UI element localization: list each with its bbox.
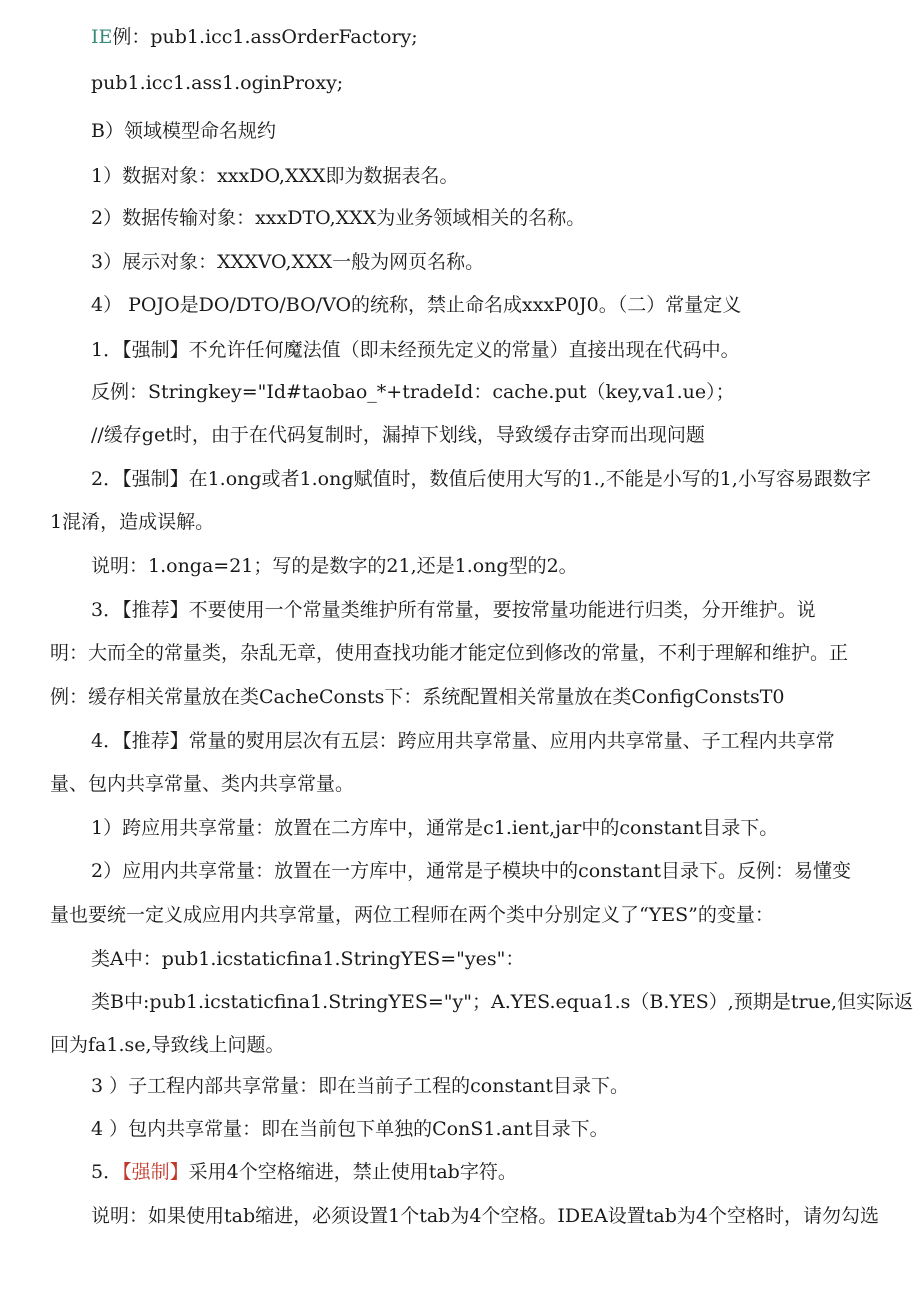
text-line: 1）跨应用共享常量：放置在二方库中，通常是c1.ient,jar中的constant目录下。 — [91, 817, 779, 839]
line-prefix: IE — [91, 26, 113, 48]
text-line: 类A中：pub1.icstaticfina1.StringYES="yes"： — [91, 948, 525, 970]
text-line: 1）数据对象：xxxDO,XXX即为数据表名。 — [91, 165, 459, 187]
rule-number: 5． — [91, 1161, 123, 1183]
text-line: 例：缓存相关常量放在类CacheConsts下：系统配置相关常量放在类ConfigConstsT0 — [50, 686, 785, 708]
rule-heading: 2．【强制】在1.ong或者1.ong赋值时，数值后使用大写的1.,不能是小写的1,小写容易跟数字 — [91, 468, 871, 490]
text-line: 回为fa1.se,导致线上问题。 — [50, 1034, 285, 1056]
text-line: 类B中:pub1.icstaticfina1.StringYES="y"；A.YES.equa1.s（B.YES）,预期是true,但实际返 — [91, 991, 914, 1013]
text-line: 量、包内共享常量、类内共享常量。 — [50, 773, 355, 795]
text-line: 1混淆，造成误解。 — [50, 511, 215, 533]
text-line: 说明：如果使用tab缩进，必须设置1个tab为4个空格。IDEA设置tab为4个空格时，请勿勾选 — [91, 1205, 879, 1227]
line-rest: 采用4个空格缩进，禁止使用tab字符。 — [188, 1161, 517, 1183]
rule-heading: 1．【强制】不允许任何魔法值（即未经预先定义的常量）直接出现在代码中。 — [91, 339, 740, 361]
text-line: 3 ）子工程内部共享常量：即在当前子工程的constant目录下。 — [91, 1075, 630, 1097]
rule-heading — [91, 1159, 517, 1185]
rule-tag-mandatory: 【强制】 — [122, 1161, 189, 1183]
text-line: 2）数据传输对象：xxxDTO,XXX为业务领域相关的名称。 — [91, 207, 586, 229]
text-line: 反例：Stringkey="Id#taobao_*+tradeId：cache.put（key,va1.ue）； — [91, 381, 735, 403]
text-line: 量也要统一定义成应用内共享常量，两位工程师在两个类中分别定义了“YES”的变量： — [50, 904, 774, 926]
rule-heading: 3．【推荐】不要使用一个常量类维护所有常量，要按常量功能进行归类，分开维护。说 — [91, 599, 816, 621]
section-heading: B）领域模型命名规约 — [91, 120, 276, 142]
text-line: 4） POJO是DO/DTO/BO/VO的统称，禁止命名成xxxP0J0。（二）常量定义 — [91, 294, 742, 316]
text-line: 3）展示对象：XXXVO,XXX一般为网页名称。 — [91, 251, 485, 273]
text-line: 明：大而全的常量类，杂乱无章，使用查找功能才能定位到修改的常量，不利于理解和维护。正 — [50, 642, 849, 664]
text-line: pub1.icc1.ass1.oginProxy; — [91, 72, 344, 94]
rule-heading: 4．【推荐】常量的熨用层次有五层：跨应用共享常量、应用内共享常量、子工程内共享常 — [91, 730, 835, 752]
text-line: 4 ）包内共享常量：即在当前包下单独的ConS1.ant目录下。 — [91, 1118, 609, 1140]
line-rest: 例：pub1.icc1.assOrderFactory; — [112, 26, 418, 48]
text-line: //缓存get时，由于在代码复制时，漏掉下划线，导致缓存击穿而出现问题 — [91, 424, 705, 446]
text-line: 说明：1.onga=21；写的是数字的21,还是1.ong型的2。 — [91, 555, 578, 577]
text-line — [91, 24, 418, 50]
text-line: 2）应用内共享常量：放置在一方库中，通常是子模块中的constant目录下。反例：易懂变 — [91, 860, 851, 882]
